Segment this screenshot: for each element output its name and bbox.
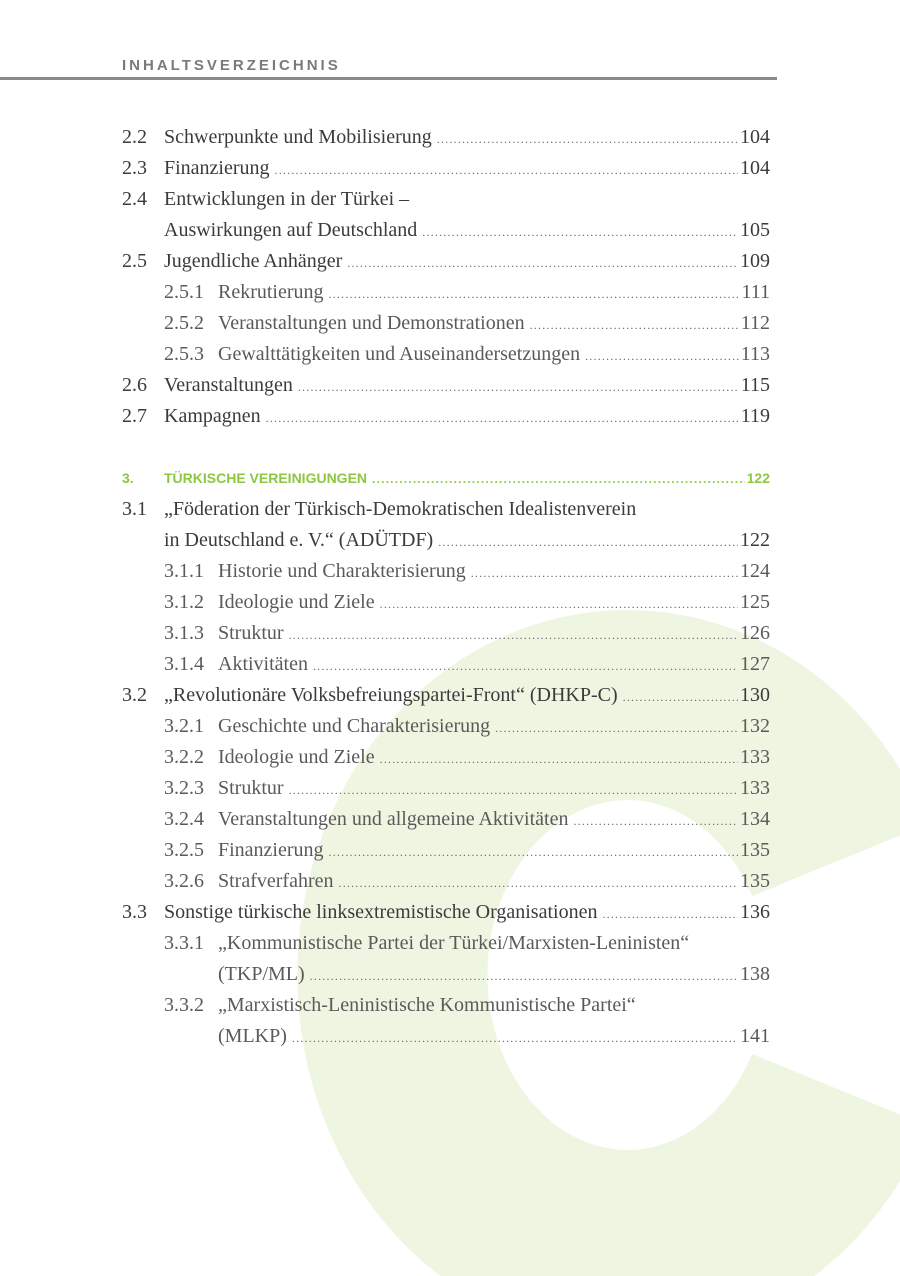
entry-number: 3.2.2 bbox=[164, 746, 204, 768]
page-number: 130 bbox=[740, 684, 770, 706]
toc-entry[interactable] bbox=[122, 835, 770, 866]
entry-title: Geschichte und Charakterisierung bbox=[218, 715, 491, 737]
dot-leader bbox=[495, 713, 738, 744]
toc-entry[interactable] bbox=[122, 370, 770, 401]
spacer bbox=[122, 432, 770, 463]
entry-title: Jugendliche Anhänger bbox=[164, 250, 343, 272]
entry-title: Aktivitäten bbox=[218, 653, 308, 675]
page-number: 135 bbox=[740, 839, 770, 861]
entry-number: 3.2 bbox=[122, 684, 147, 706]
entry-number: 3. bbox=[122, 470, 134, 486]
page-number: 132 bbox=[740, 715, 770, 737]
entry-title: Rekrutierung bbox=[218, 281, 324, 303]
page-number: 104 bbox=[740, 157, 770, 179]
toc-entry[interactable] bbox=[122, 308, 770, 339]
entry-title: Entwicklungen in der Türkei – bbox=[164, 188, 410, 210]
page-number: 127 bbox=[740, 653, 770, 675]
dot-leader bbox=[329, 837, 738, 868]
entry-title: Veranstaltungen und Demonstrationen bbox=[218, 312, 525, 334]
toc-entry[interactable] bbox=[122, 122, 770, 153]
page-number: 115 bbox=[740, 374, 770, 396]
toc-entry[interactable] bbox=[122, 153, 770, 184]
entry-number: 2.5.2 bbox=[164, 312, 204, 334]
entry-number: 3.2.3 bbox=[164, 777, 204, 799]
toc-entry[interactable] bbox=[122, 401, 770, 432]
dot-leader bbox=[289, 775, 738, 806]
dot-leader bbox=[438, 527, 738, 558]
dot-leader bbox=[623, 682, 738, 713]
page-number: 105 bbox=[740, 219, 770, 241]
entry-number: 3.2.1 bbox=[164, 715, 204, 737]
dot-leader bbox=[573, 806, 738, 837]
toc-entry[interactable] bbox=[122, 277, 770, 308]
entry-title: „Föderation der Türkisch-Demokratischen Idealistenverein bbox=[164, 498, 637, 520]
entry-number: 3.1.1 bbox=[164, 560, 204, 582]
entry-title: (TKP/ML) bbox=[218, 963, 305, 985]
entry-title: Veranstaltungen bbox=[164, 374, 293, 396]
dot-leader bbox=[275, 155, 738, 186]
entry-number: 2.6 bbox=[122, 374, 147, 396]
page-number: 134 bbox=[740, 808, 770, 830]
entry-number: 3.3.2 bbox=[164, 994, 204, 1016]
entry-number: 3.2.4 bbox=[164, 808, 204, 830]
page-number: 133 bbox=[740, 777, 770, 799]
entry-title: Finanzierung bbox=[218, 839, 324, 861]
page-number: 113 bbox=[740, 343, 770, 365]
entry-title: „Kommunistische Partei der Türkei/Marxisten-Leninisten“ bbox=[218, 932, 690, 954]
toc-entry[interactable] bbox=[122, 711, 770, 742]
entry-title: Finanzierung bbox=[164, 157, 270, 179]
dot-leader bbox=[339, 868, 739, 899]
dot-leader bbox=[372, 464, 745, 495]
dot-leader bbox=[380, 744, 738, 775]
entry-number: 2.4 bbox=[122, 188, 147, 210]
toc-entry[interactable] bbox=[122, 618, 770, 649]
dot-leader bbox=[530, 310, 739, 341]
page-number: 119 bbox=[740, 405, 770, 427]
toc-entry[interactable] bbox=[122, 959, 770, 990]
page-number: 135 bbox=[740, 870, 770, 892]
entry-title: Kampagnen bbox=[164, 405, 261, 427]
entry-number: 3.1 bbox=[122, 498, 147, 520]
page-number: 122 bbox=[740, 529, 770, 551]
page-number: 141 bbox=[740, 1025, 770, 1047]
page-number: 126 bbox=[740, 622, 770, 644]
toc-entry[interactable] bbox=[122, 525, 770, 556]
table-of-contents bbox=[122, 122, 770, 1052]
dot-leader bbox=[298, 372, 739, 403]
dot-leader bbox=[329, 279, 740, 310]
toc-entry[interactable] bbox=[122, 773, 770, 804]
entry-title: Gewalttätigkeiten und Auseinandersetzungen bbox=[218, 343, 581, 365]
entry-number: 3.1.4 bbox=[164, 653, 204, 675]
toc-entry[interactable] bbox=[122, 928, 770, 959]
entry-title: Sonstige türkische linksextremistische Organisationen bbox=[164, 901, 598, 923]
entry-title: Auswirkungen auf Deutschland bbox=[164, 219, 418, 241]
entry-number: 3.2.5 bbox=[164, 839, 204, 861]
entry-title: „Revolutionäre Volksbefreiungspartei-Front“ (DHKP-C) bbox=[164, 684, 618, 706]
toc-entry[interactable] bbox=[122, 556, 770, 587]
entry-number: 2.5.1 bbox=[164, 281, 204, 303]
entry-number: 3.1.2 bbox=[164, 591, 204, 613]
dot-leader bbox=[313, 651, 738, 682]
entry-title: Schwerpunkte und Mobilisierung bbox=[164, 126, 432, 148]
toc-entry[interactable] bbox=[122, 339, 770, 370]
entry-number: 3.2.6 bbox=[164, 870, 204, 892]
page-number: 125 bbox=[740, 591, 770, 613]
entry-title: Historie und Charakterisierung bbox=[218, 560, 466, 582]
toc-chapter-entry[interactable] bbox=[122, 463, 770, 494]
entry-number: 2.5.3 bbox=[164, 343, 204, 365]
entry-title: Ideologie und Ziele bbox=[218, 591, 375, 613]
entry-number: 2.2 bbox=[122, 126, 147, 148]
toc-entry[interactable] bbox=[122, 184, 770, 215]
dot-leader bbox=[422, 217, 738, 248]
toc-entry[interactable] bbox=[122, 742, 770, 773]
entry-number: 2.7 bbox=[122, 405, 147, 427]
dot-leader bbox=[292, 1023, 738, 1054]
entry-title: Ideologie und Ziele bbox=[218, 746, 375, 768]
dot-leader bbox=[602, 899, 738, 930]
page-number: 136 bbox=[740, 901, 770, 923]
toc-entry[interactable] bbox=[122, 680, 770, 711]
entry-number: 3.1.3 bbox=[164, 622, 204, 644]
toc-entry[interactable] bbox=[122, 804, 770, 835]
page-number: 124 bbox=[740, 560, 770, 582]
page-number: 104 bbox=[740, 126, 770, 148]
entry-title: Strafverfahren bbox=[218, 870, 334, 892]
header-divider bbox=[0, 77, 777, 80]
toc-entry[interactable] bbox=[122, 990, 770, 1021]
dot-leader bbox=[310, 961, 738, 992]
entry-title: in Deutschland e. V.“ (ADÜTDF) bbox=[164, 529, 434, 551]
page-number: 112 bbox=[740, 312, 770, 334]
page-number: 109 bbox=[740, 250, 770, 272]
toc-entry[interactable] bbox=[122, 1021, 770, 1052]
dot-leader bbox=[585, 341, 739, 372]
entry-title: „Marxistisch-Leninistische Kommunistische Partei“ bbox=[218, 994, 636, 1016]
page-number: 133 bbox=[740, 746, 770, 768]
entry-number: 2.5 bbox=[122, 250, 147, 272]
entry-title: (MLKP) bbox=[218, 1025, 287, 1047]
dot-leader bbox=[471, 558, 738, 589]
toc-entry[interactable] bbox=[122, 494, 770, 525]
toc-entry[interactable] bbox=[122, 897, 770, 928]
entry-number: 3.3.1 bbox=[164, 932, 204, 954]
entry-title: TÜRKISCHE VEREINIGUNGEN bbox=[164, 470, 368, 486]
dot-leader bbox=[266, 403, 739, 434]
entry-number: 3.3 bbox=[122, 901, 147, 923]
dot-leader bbox=[347, 248, 738, 279]
entry-title: Struktur bbox=[218, 777, 284, 799]
page-number: 122 bbox=[746, 470, 770, 486]
page-number: 111 bbox=[741, 281, 770, 303]
toc-entry[interactable] bbox=[122, 587, 770, 618]
toc-entry[interactable] bbox=[122, 866, 770, 897]
toc-entry[interactable] bbox=[122, 649, 770, 680]
toc-entry[interactable] bbox=[122, 246, 770, 277]
entry-title: Struktur bbox=[218, 622, 284, 644]
dot-leader bbox=[289, 620, 738, 651]
entry-title: Veranstaltungen und allgemeine Aktivitäten bbox=[218, 808, 569, 830]
page-header-title: INHALTSVERZEICHNIS bbox=[122, 57, 341, 74]
dot-leader bbox=[437, 124, 738, 155]
entry-number: 2.3 bbox=[122, 157, 147, 179]
toc-entry[interactable] bbox=[122, 215, 770, 246]
dot-leader bbox=[380, 589, 738, 620]
page-number: 138 bbox=[740, 963, 770, 985]
